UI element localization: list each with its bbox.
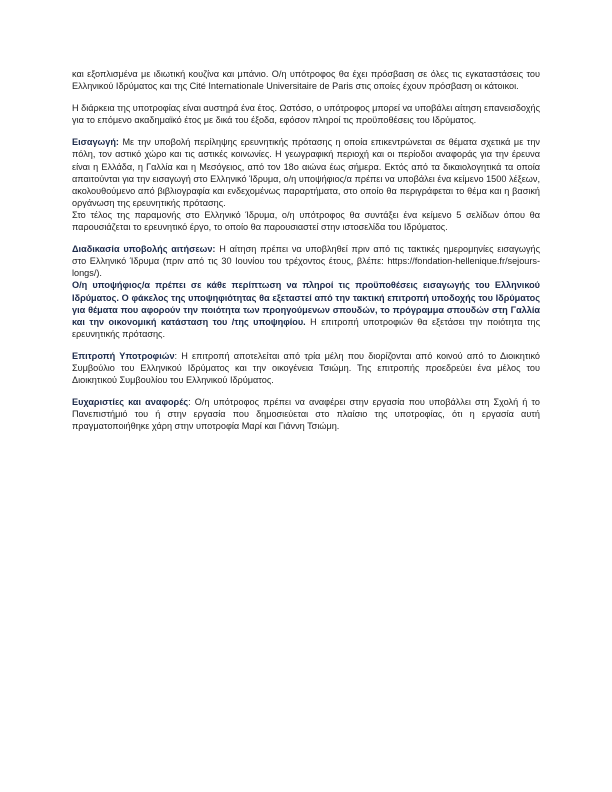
paragraph-accommodation-text: και εξοπλισμένα με ιδιωτική κουζίνα και μπάνιο. Ο/η υπότροφος θα έχει πρόσβαση σε όλες τις εγκαταστάσεις του Ελληνικού Ιδρύματος και της Cité Internationale Universitaire de Paris στις οποίες έχουν πρόσβαση οι κάτοικοι. — [72, 69, 540, 92]
paragraph-duration — [72, 102, 540, 126]
application-requirements-bold: Ο/η υποψήφιος/α πρέπει σε κάθε περίπτωση να πληροί τις προϋποθέσεις εισαγωγής του Ελληνικού Ιδρύματος. Ο φάκελος της υποψηφιότητας θα εξεταστεί από την τακτική επιτροπή υποδοχής του Ιδρύματος για θέματα που αφορούν την ποιότητα των προηγούμενων σπουδών, το πρόγραμμα σπουδών στη Γαλλία και την οικονομική κατάσταση του /της υποψηφίου. — [72, 280, 540, 327]
application-requirements-tail: Η επιτροπή υποτροφιών θα εξετάσει την ποιότητα της ερευνητικής πρότασης. — [72, 316, 540, 339]
section-acknowledgements — [72, 396, 540, 432]
section-application-procedure — [72, 243, 540, 279]
section-application-requirements — [72, 279, 540, 339]
introduction-closing-text: Στο τέλος της παραμονής στο Ελληνικό Ίδρυμα, ο/η υπότροφος θα συντάξει ένα κείμενο 5 σελίδων όπου θα παρουσιάζεται το ερευνητικό έργο, το οποίο θα παρουσιαστεί στην ιστοσελίδα του Ιδρύματος. — [72, 209, 540, 233]
section-introduction-closing — [72, 209, 540, 233]
scholarship-committee-text: : Η επιτροπή αποτελείται από τρία μέλη που διορίζονται από κοινού από το Διοικητικό Συμβούλιο του Ελληνικού Ιδρύματος και την οικογένεια Τσιώμη. Της επιτροπής προεδρεύει ένα μέλος του Διοικητικού Συμβουλίου του Ελληνικού Ιδρύματος. — [72, 350, 540, 386]
application-procedure-text: Η αίτηση πρέπει να υποβληθεί πριν από τις τακτικές ημερομηνίες εισαγωγής στο Ελληνικό Ίδρυμα (πριν από τις 30 Ιουνίου του τρέχοντος έτους, βλέπε: https://fondation-hellenique.fr/sejours-longs/). — [72, 244, 541, 279]
paragraph-duration-text: Η διάρκεια της υποτροφίας είναι αυστηρά ένα έτος. Ωστόσο, ο υπότροφος μπορεί να υποβάλει αίτηση επανεισδοχής για το επόμενο ακαδημαϊκό έτος με δικά του έξοδα, εφόσον πληροί τις προϋποθέσεις του Ιδρύματος. — [72, 103, 540, 126]
introduction-text: Με την υποβολή περίληψης ερευνητικής πρότασης η οποία επικεντρώνεται σε θέματα σχετικά με την πόλη, τον αστικό χώρο και τις αστικές κοινωνίες. Η γεωγραφική περιοχή και οι περίοδοι αναφοράς για την έρευνα είναι η Ελλάδα, η Γαλλία και η Μεσόγειος, από τον 18ο αιώνα έως σήμερα. Εκτός από τα δικαιολογητικά τα οποία απαιτούνται για την εισαγωγή στο Ελληνικό Ίδρυμα, ο/η υποψήφιος/α πρέπει να υποβάλει ένα κείμενο 1500 λέξεων, ακολουθούμενο από βιβλιογραφία και ενδεχομένως παραρτήματα, στο οποίο θα περιγράφεται το θέμα και η βασική οργάνωση της ερευνητικής πρότασης. — [72, 137, 540, 208]
section-introduction — [72, 136, 540, 209]
scholarship-committee-heading: Επιτροπή Υποτροφιών — [72, 350, 175, 361]
document-page — [72, 68, 540, 442]
section-scholarship-committee — [72, 350, 540, 386]
paragraph-accommodation — [72, 68, 540, 92]
introduction-heading: Εισαγωγή: — [72, 137, 119, 148]
acknowledgements-heading: Ευχαριστίες και αναφορές — [72, 397, 189, 408]
application-procedure-heading: Διαδικασία υποβολής αιτήσεων: — [72, 244, 216, 255]
acknowledgements-text: : Ο/η υπότροφος πρέπει να αναφέρει στην εργασία που υποβάλλει στη Σχολή ή το Πανεπιστήμιό του ή στην εργασία που δημοσιεύεται στο πλαίσιο της υποτροφίας, ότι η εργασία αυτή πραγματοποιήθηκε χάρη στην υποτροφία Μαρί και Γιάννη Τσιώμη. — [72, 397, 540, 432]
